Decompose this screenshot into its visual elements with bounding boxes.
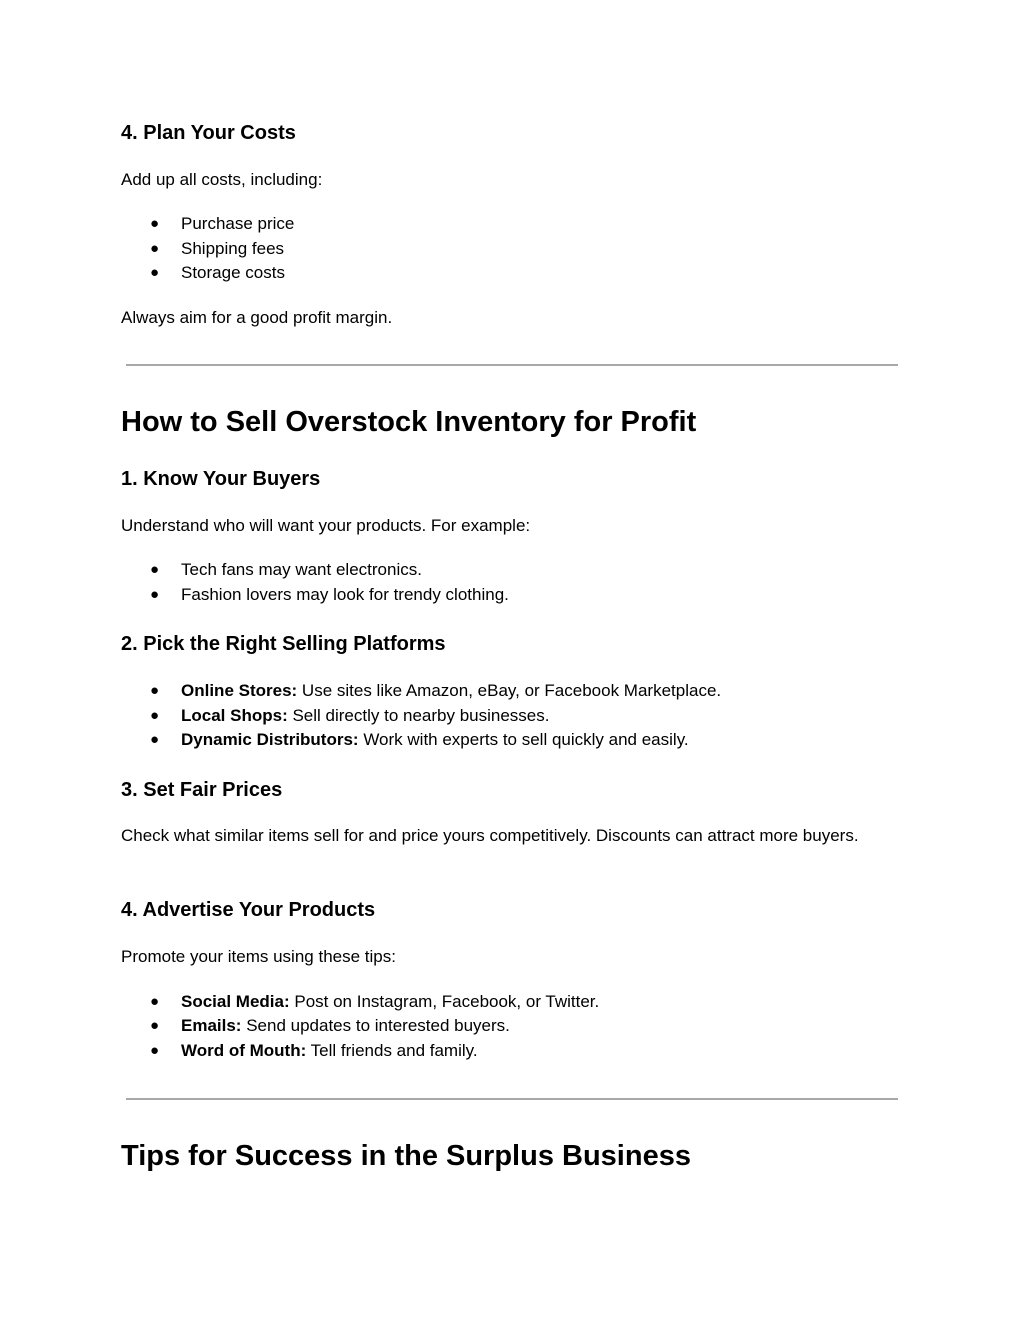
list-item-label: Emails:	[181, 1016, 242, 1035]
list-item-label: Social Media:	[181, 992, 290, 1011]
bullet-icon: ●	[150, 707, 160, 724]
section-heading-advertise: 4. Advertise Your Products	[121, 899, 376, 921]
bullet-icon: ●	[150, 240, 160, 257]
paragraph-costs-outro: Always aim for a good profit margin.	[121, 308, 393, 327]
list-item-text: Storage costs	[181, 263, 285, 282]
section-title-tips: Tips for Success in the Surplus Business	[121, 1140, 691, 1172]
list-item-text: Tech fans may want electronics.	[181, 560, 422, 579]
list-item-description: Work with experts to sell quickly and easily.	[358, 730, 689, 749]
list-item-label: Online Stores:	[181, 681, 298, 700]
list-item-description: Sell directly to nearby businesses.	[287, 706, 550, 725]
bullet-icon: ●	[150, 1017, 160, 1034]
section-heading-platforms: 2. Pick the Right Selling Platforms	[121, 633, 446, 655]
list-item-label: Word of Mouth:	[181, 1041, 307, 1060]
bullet-icon: ●	[150, 682, 160, 699]
bullet-icon: ●	[150, 586, 160, 603]
horizontal-divider	[126, 364, 898, 366]
list-item-description: Post on Instagram, Facebook, or Twitter.	[289, 992, 600, 1011]
bullet-icon: ●	[150, 561, 160, 578]
horizontal-divider	[126, 1098, 898, 1100]
paragraph-costs-intro: Add up all costs, including:	[121, 170, 323, 189]
bullet-icon: ●	[150, 993, 160, 1010]
bullet-icon: ●	[150, 1042, 160, 1059]
section-title-how-to-sell: How to Sell Overstock Inventory for Profit	[121, 406, 697, 438]
bullet-icon: ●	[150, 215, 160, 232]
section-heading-prices: 3. Set Fair Prices	[121, 779, 283, 801]
list-item-text	[181, 990, 599, 1014]
bullet-icon: ●	[150, 264, 160, 281]
list-item-text	[181, 728, 689, 752]
list-item-label: Local Shops:	[181, 706, 288, 725]
list-item-description: Use sites like Amazon, eBay, or Facebook Marketplace.	[297, 681, 722, 700]
list-item-description: Tell friends and family.	[306, 1041, 478, 1060]
list-item-text: Shipping fees	[181, 239, 285, 258]
section-heading-know-buyers: 1. Know Your Buyers	[121, 468, 321, 490]
list-item-text: Purchase price	[181, 214, 295, 233]
list-item-text	[181, 704, 549, 728]
list-item-text	[181, 1039, 478, 1063]
list-item-text: Fashion lovers may look for trendy clothing.	[181, 585, 509, 604]
paragraph-advertise-intro: Promote your items using these tips:	[121, 947, 396, 966]
section-heading-plan-costs: 4. Plan Your Costs	[121, 122, 296, 144]
bullet-icon: ●	[150, 731, 160, 748]
list-item-description: Send updates to interested buyers.	[241, 1016, 510, 1035]
list-item-text	[181, 1014, 510, 1038]
list-item-label: Dynamic Distributors:	[181, 730, 359, 749]
paragraph-prices: Check what similar items sell for and price yours competitively. Discounts can attract more buyers.	[121, 826, 859, 845]
list-item-text	[181, 679, 721, 703]
paragraph-know-buyers-intro: Understand who will want your products. For example:	[121, 516, 531, 535]
